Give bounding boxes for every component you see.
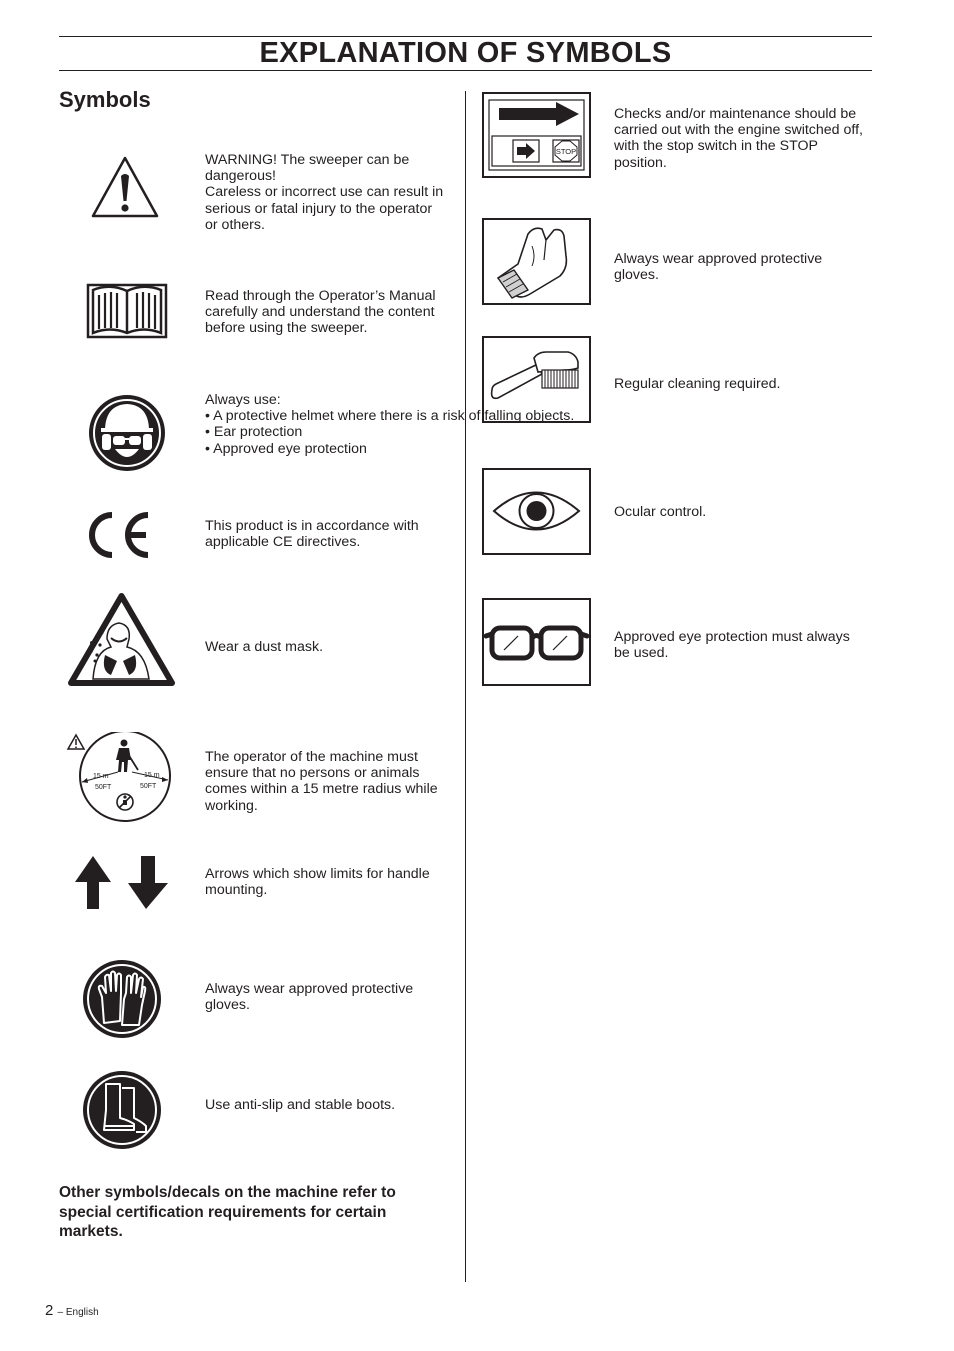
- glove-box: [482, 218, 591, 305]
- glove-icon: [484, 220, 589, 303]
- eye-box: [482, 468, 591, 555]
- engine-stop-icon: [484, 94, 589, 176]
- symbol-text-glove: Always wear approved protective gloves.: [614, 251, 823, 284]
- symbol-text-ce: This product is in accordance with applicable CE directives.: [205, 518, 419, 551]
- symbol-text-brush: Regular cleaning required.: [614, 376, 781, 392]
- page-language: – English: [57, 1307, 99, 1318]
- title-underline: [59, 70, 872, 71]
- symbol-text-goggles: Approved eye protection must always be used.: [614, 629, 850, 662]
- protective-gloves-icon: [82, 959, 162, 1039]
- symbol-text-eye: Ocular control.: [614, 504, 707, 520]
- symbol-text-manual: Read through the Operator’s Manual carefully and understand the content before using the sweeper.: [205, 288, 436, 337]
- page-number: [45, 1302, 99, 1319]
- operator-manual-icon: [86, 281, 168, 341]
- anti-slip-boots-icon: [82, 1070, 162, 1150]
- radius-label-right-m: 15 m: [144, 772, 160, 779]
- brush-box: [482, 336, 591, 423]
- handle-limit-arrows-icon: [75, 856, 170, 910]
- page-number-value: 2: [45, 1302, 54, 1319]
- symbol-text-engine-stop: Checks and/or maintenance should be carried out with the engine switched off, with the stop switch in the STOP position.: [614, 106, 863, 171]
- page-title: EXPLANATION OF SYMBOLS: [259, 37, 672, 69]
- radius-label-right-ft: 50FT: [140, 783, 157, 790]
- symbol-text-safety-radius: The operator of the machine must ensure that no persons or animals comes within a 15 metre radius while working.: [205, 749, 438, 814]
- eye-icon: [484, 470, 589, 553]
- section-title: Symbols: [59, 87, 151, 112]
- symbol-text-gloves: Always wear approved protective gloves.: [205, 981, 414, 1014]
- stop-label: STOP: [555, 147, 577, 156]
- symbol-text-warning: WARNING! The sweeper can be dangerous! Careless or incorrect use can result in serious or fatal injury to the operator or others.: [205, 152, 444, 233]
- radius-label-left-m: 15 m: [93, 773, 109, 780]
- warning-triangle-icon: [91, 155, 159, 219]
- footer-note: Other symbols/decals on the machine refer to special certification requirements for certain markets.: [59, 1184, 396, 1240]
- brush-icon: [484, 338, 589, 421]
- symbol-text-helmet: Always use: • A protective helmet where there is a risk of falling objects. • Ear protection • Approved eye protection: [205, 392, 575, 457]
- symbol-text-arrows: Arrows which show limits for handle mounting.: [205, 866, 430, 899]
- engine-stop-box: [482, 92, 591, 178]
- ce-mark-icon: [85, 510, 153, 560]
- symbol-text-boots: Use anti-slip and stable boots.: [205, 1097, 396, 1113]
- safety-radius-icon: [66, 732, 174, 824]
- column-divider: [465, 91, 466, 1282]
- helmet-ear-eye-protection-icon: [87, 393, 167, 473]
- goggles-box: [482, 598, 591, 686]
- goggles-icon: [484, 600, 589, 684]
- symbol-text-dust-mask: Wear a dust mask.: [205, 639, 324, 655]
- dust-mask-icon: [67, 591, 176, 688]
- radius-label-left-ft: 50FT: [95, 784, 112, 791]
